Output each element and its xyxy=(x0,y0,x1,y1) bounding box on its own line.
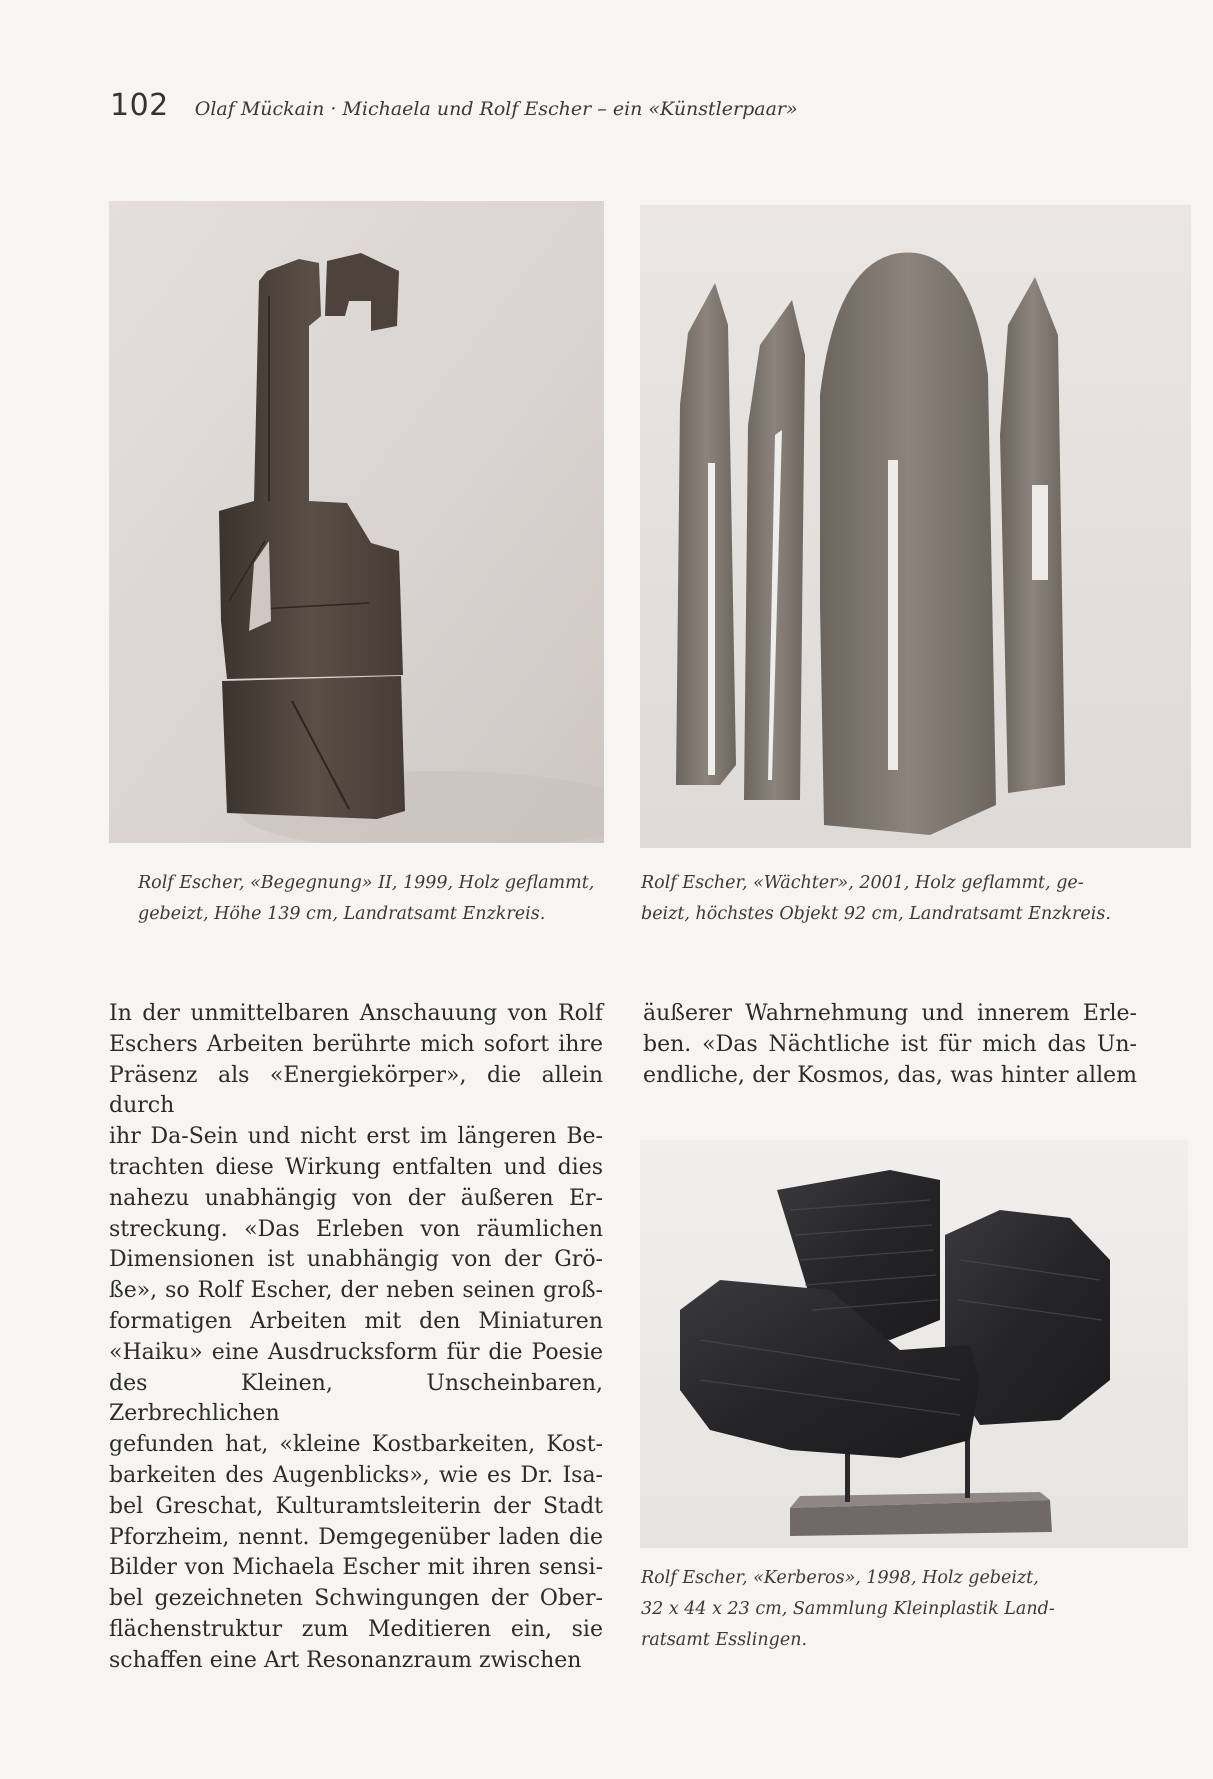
body-line: formatigen Arbeiten mit den Miniaturen xyxy=(109,1308,603,1334)
body-text-right-column xyxy=(643,999,1137,1091)
body-line: Dimensionen ist unabhängig von der Grö- xyxy=(109,1247,603,1273)
photo-waechter-sculptures xyxy=(640,205,1191,848)
body-line: des Kleinen, Unscheinbaren, Zerbrechlichen xyxy=(109,1370,603,1427)
caption-kerberos xyxy=(641,1563,1141,1656)
body-line: streckung. «Das Erleben von räumlichen xyxy=(109,1216,603,1242)
body-line: ße», so Rolf Escher, der neben seinen groß- xyxy=(109,1278,603,1304)
page-number: 102 xyxy=(110,88,169,123)
body-line: In der unmittelbaren Anschauung von Rolf xyxy=(109,1001,603,1026)
caption-line: 32 x 44 x 23 cm, Sammlung Kleinplastik Land- xyxy=(641,1599,1055,1619)
body-line: ben. «Das Nächtliche ist für mich das Un- xyxy=(643,1031,1137,1057)
caption-line: ratsamt Esslingen. xyxy=(641,1630,808,1650)
caption-line: Rolf Escher, «Kerberos», 1998, Holz gebeizt, xyxy=(641,1568,1039,1588)
body-line: endliche, der Kosmos, das, was hinter allem xyxy=(643,1062,1137,1088)
body-line: «Haiku» eine Ausdrucksform für die Poesie xyxy=(109,1339,603,1365)
photo-begegnung-sculpture xyxy=(109,201,604,843)
body-line: barkeiten des Augenblicks», wie es Dr. Isa- xyxy=(109,1462,603,1488)
body-line: ihr Da-Sein und nicht erst im längeren Be- xyxy=(109,1124,603,1150)
body-line: Präsenz als «Energiekörper», die allein durch xyxy=(109,1062,603,1119)
body-line: flächenstruktur zum Meditieren ein, sie xyxy=(109,1616,603,1642)
caption-begegnung xyxy=(138,868,608,930)
caption-line: beizt, höchstes Objekt 92 cm, Landratsamt Enzkreis. xyxy=(641,904,1111,924)
body-line: Pforzheim, nennt. Demgegenüber laden die xyxy=(109,1524,603,1550)
running-head xyxy=(110,88,798,123)
body-line: trachten diese Wirkung entfalten und dies xyxy=(109,1154,603,1180)
body-line: gefunden hat, «kleine Kostbarkeiten, Kost- xyxy=(109,1432,603,1458)
caption-line: Rolf Escher, «Wächter», 2001, Holz geflammt, ge- xyxy=(641,873,1084,893)
caption-line: Rolf Escher, «Begegnung» II, 1999, Holz geflammt, xyxy=(138,873,595,893)
body-line: äußerer Wahrnehmung und innerem Erle- xyxy=(643,1001,1137,1026)
body-line: Eschers Arbeiten berührte mich sofort ihre xyxy=(109,1031,603,1057)
body-line: Bilder von Michaela Escher mit ihren sensi- xyxy=(109,1555,603,1581)
body-text-left-column xyxy=(109,999,603,1677)
body-line: bel Greschat, Kulturamtsleiterin der Stadt xyxy=(109,1493,603,1519)
body-line: bel gezeichneten Schwingungen der Ober- xyxy=(109,1586,603,1612)
photo-kerberos-sculpture xyxy=(640,1140,1188,1548)
running-title: Olaf Mückain · Michaela und Rolf Escher – ein «Künstlerpaar» xyxy=(194,98,798,120)
body-line: schaffen eine Art Resonanzraum zwischen xyxy=(109,1647,582,1673)
caption-line: gebeizt, Höhe 139 cm, Landratsamt Enzkreis. xyxy=(138,904,546,924)
body-line: nahezu unabhängig von der äußeren Er- xyxy=(109,1185,603,1211)
caption-waechter xyxy=(641,868,1196,930)
